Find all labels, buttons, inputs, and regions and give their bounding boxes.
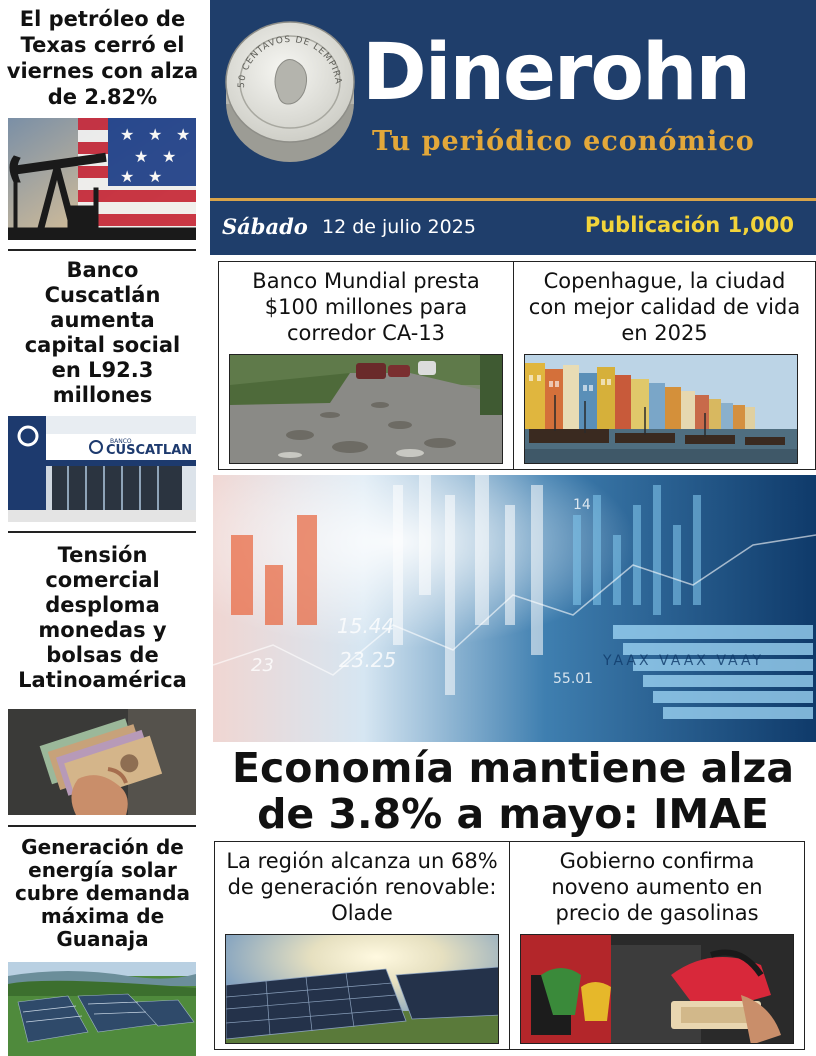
sidebar-story-headline[interactable]: Generación de energía solar cubre demanda máxima de Guanaja [14,835,191,951]
solar-panels-image[interactable] [225,934,499,1044]
sidebar-story-headline[interactable]: El petróleo de Texas cerró el viernes con alza de 2.82% [6,7,199,109]
sidebar-divider [8,249,196,251]
story-card-fuel[interactable] [509,841,805,1050]
solar-farm-image[interactable] [8,962,196,1056]
svg-text:★: ★ [120,125,135,144]
story-card-copenhagen[interactable] [513,261,816,470]
coin-logo-icon [218,18,358,168]
banknotes-image[interactable] [8,709,196,815]
svg-text:★: ★ [134,147,149,166]
oil-pump-image[interactable] [8,118,196,240]
damaged-road-image[interactable] [229,354,503,464]
sidebar-story-headline[interactable]: Tensión comercial desploma monedas y bolsas de Latinoamérica [18,543,187,692]
hero-number: 23.25 [339,648,397,672]
story-headline[interactable]: Copenhague, la ciudad con mejor calidad de vida en 2025 [528,269,801,345]
story-card-olade[interactable] [214,841,510,1050]
hero-number: 14 [573,497,591,513]
issue-day: Sábado [222,214,308,239]
story-headline[interactable]: La región alcanza un 68% de generación renovable: Olade [226,849,498,925]
hero-financial-image[interactable] [213,475,816,742]
masthead [210,0,816,255]
coin-text: 50 CENTAVOS DE LEMPIRA [236,34,343,89]
hero-number: 23 [251,655,274,676]
hero-letters: YAAX VAAX VAAY [603,653,765,669]
sidebar-divider [8,825,196,827]
story-headline[interactable]: Gobierno confirma noveno aumento en precio de gasolinas [551,849,763,925]
masthead-title[interactable]: Dinerohn [362,28,750,118]
sidebar [0,0,205,1056]
copenhagen-harbor-image[interactable] [524,354,798,464]
masthead-tagline: Tu periódico económico [372,126,755,157]
sidebar-divider [8,531,196,533]
sidebar-story-oil[interactable] [0,6,205,246]
sidebar-story-solar[interactable] [0,836,205,1056]
bank-branch-image[interactable] [8,416,196,522]
sidebar-story-headline[interactable]: Banco Cuscatlán aumenta capital social en L92.3 millones [24,258,181,407]
bank-sign-small: BANCO [110,438,132,445]
svg-text:★: ★ [148,167,163,186]
svg-text:★: ★ [162,147,177,166]
main-headline[interactable]: Economía mantiene alza de 3.8% a mayo: IMAE [231,744,795,838]
bank-sign-text: CUSCATLAN [106,443,193,458]
masthead-rule [210,198,816,201]
sidebar-story-bank[interactable] [0,258,205,524]
issue-date: 12 de julio 2025 [322,216,476,238]
publication-number: Publicación 1,000 [584,213,794,237]
hero-number: 15.44 [337,614,395,638]
svg-text:★: ★ [176,125,191,144]
fuel-pump-image[interactable] [520,934,794,1044]
svg-text:★: ★ [148,125,163,144]
svg-text:★: ★ [120,167,135,186]
sidebar-story-markets[interactable] [0,543,205,818]
story-headline[interactable]: Banco Mundial presta $100 millones para corredor CA-13 [252,269,480,345]
story-card-world-bank[interactable] [218,261,514,470]
hero-number: 55.01 [553,671,594,687]
